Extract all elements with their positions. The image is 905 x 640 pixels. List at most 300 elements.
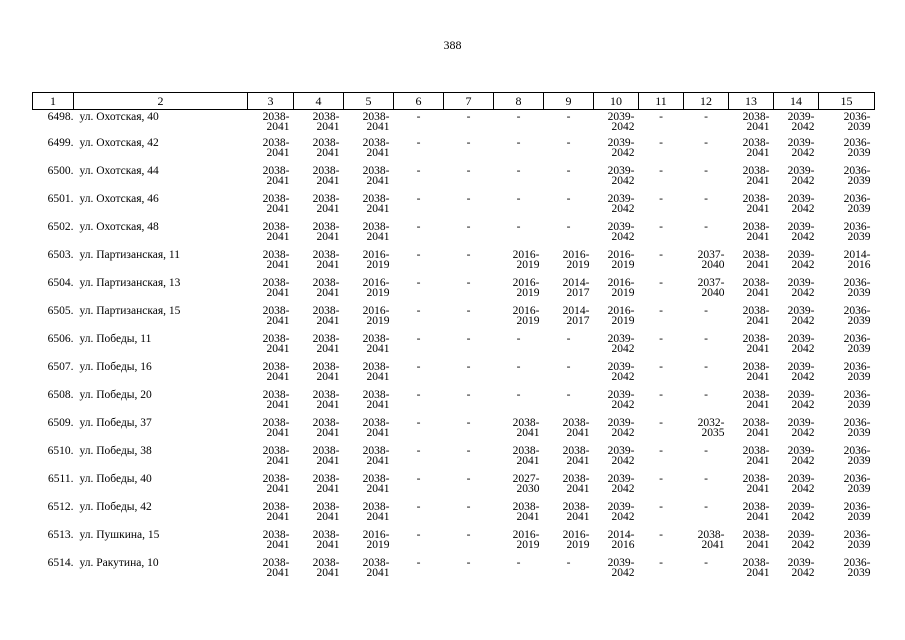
column-header-3: 3 [248, 93, 294, 110]
value-cell [594, 446, 639, 474]
year-range-start: 2038- [742, 249, 770, 261]
year-range-end: 2041 [316, 259, 340, 271]
value-cell: - [704, 445, 708, 457]
value-cell [594, 362, 639, 390]
year-range-end: 2041 [366, 399, 390, 411]
value-cell: - [516, 137, 521, 149]
year-range-start: 2038- [362, 501, 390, 513]
year-range-end: 2019 [516, 259, 540, 271]
value-cell: - [566, 111, 571, 123]
row-number: 6510. [47, 445, 74, 457]
year-range-start: 2038- [742, 111, 770, 123]
year-range-end: 2041 [316, 343, 340, 355]
year-range-start: 2036- [843, 473, 871, 485]
value-cell [594, 334, 639, 362]
row-number: 6508. [47, 389, 74, 401]
year-range-start: 2038- [312, 249, 340, 261]
value-cell: - [466, 305, 471, 317]
year-range-end: 2041 [266, 287, 290, 299]
value-cell: - [659, 389, 663, 401]
year-range-end: 2039 [847, 371, 871, 383]
year-range-start: 2038- [312, 501, 340, 513]
value-cell: - [416, 361, 421, 373]
value-cell [684, 250, 729, 278]
year-range-start: 2036- [843, 137, 871, 149]
value-cell [248, 446, 294, 474]
value-cell: - [416, 333, 421, 345]
value-cell [819, 138, 875, 166]
column-header-10: 10 [594, 93, 639, 110]
column-header-9: 9 [544, 93, 594, 110]
value-cell [544, 250, 594, 278]
year-range-start: 2036- [843, 305, 871, 317]
value-cell [294, 166, 344, 194]
year-range-start: 2038- [262, 361, 290, 373]
year-range-end: 2042 [611, 175, 635, 187]
year-range-start: 2038- [362, 473, 390, 485]
address-cell: ул. Победы, 16 [79, 361, 152, 373]
year-range-end: 2041 [701, 539, 725, 551]
column-header-7: 7 [444, 93, 494, 110]
year-range-start: 2016- [607, 249, 635, 261]
value-cell [294, 530, 344, 558]
year-range-end: 2041 [746, 175, 770, 187]
value-cell [594, 390, 639, 418]
year-range-end: 2019 [366, 259, 390, 271]
year-range-end: 2042 [611, 203, 635, 215]
year-range-end: 2041 [266, 175, 290, 187]
year-range-start: 2039- [607, 501, 635, 513]
value-cell: - [566, 193, 571, 205]
value-cell [344, 474, 394, 502]
year-range-start: 2038- [312, 529, 340, 541]
value-cell [344, 530, 394, 558]
year-range-end: 2019 [516, 539, 540, 551]
year-range-start: 2039- [787, 305, 815, 317]
value-cell [819, 278, 875, 306]
value-cell [819, 446, 875, 474]
value-cell: - [659, 221, 663, 233]
value-cell [294, 362, 344, 390]
row-number: 6499. [47, 137, 74, 149]
value-cell: - [566, 221, 571, 233]
table-body [33, 110, 875, 587]
value-cell [774, 362, 819, 390]
value-cell [494, 418, 544, 446]
year-range-start: 2039- [787, 501, 815, 513]
table-row [33, 334, 875, 362]
value-cell: - [416, 445, 421, 457]
year-range-start: 2038- [562, 501, 590, 513]
value-cell [819, 334, 875, 362]
value-cell: - [659, 445, 663, 457]
value-cell: - [659, 111, 663, 123]
year-range-start: 2036- [843, 277, 871, 289]
value-cell [729, 278, 774, 306]
year-range-start: 2016- [607, 305, 635, 317]
year-range-start: 2027- [512, 473, 540, 485]
value-cell [594, 502, 639, 530]
year-range-start: 2038- [697, 529, 725, 541]
value-cell [494, 502, 544, 530]
address-cell: ул. Охотская, 42 [79, 137, 159, 149]
year-range-end: 2042 [611, 511, 635, 523]
value-cell [729, 558, 774, 586]
value-cell [594, 250, 639, 278]
year-range-end: 2019 [566, 259, 590, 271]
year-range-start: 2038- [262, 389, 290, 401]
year-range-end: 2041 [316, 539, 340, 551]
year-range-start: 2039- [607, 417, 635, 429]
year-range-start: 2039- [787, 557, 815, 569]
value-cell [248, 306, 294, 334]
year-range-end: 2041 [266, 539, 290, 551]
row-number: 6507. [47, 361, 74, 373]
column-header-1: 1 [33, 93, 74, 110]
year-range-end: 2042 [611, 371, 635, 383]
address-cell: ул. Победы, 20 [79, 389, 152, 401]
year-range-end: 2041 [266, 511, 290, 523]
year-range-end: 2039 [847, 539, 871, 551]
value-cell [774, 194, 819, 222]
value-cell [294, 418, 344, 446]
value-cell: - [704, 221, 708, 233]
year-range-start: 2014- [607, 529, 635, 541]
value-cell [774, 390, 819, 418]
table-row [33, 418, 875, 446]
year-range-start: 2039- [607, 193, 635, 205]
value-cell: - [416, 417, 421, 429]
year-range-start: 2038- [362, 361, 390, 373]
year-range-start: 2036- [843, 165, 871, 177]
year-range-end: 2042 [791, 231, 815, 243]
value-cell: - [466, 473, 471, 485]
value-cell: - [659, 305, 663, 317]
value-cell [594, 278, 639, 306]
value-cell [729, 138, 774, 166]
value-cell [774, 138, 819, 166]
value-cell [294, 250, 344, 278]
value-cell: - [416, 529, 421, 541]
year-range-start: 2038- [312, 417, 340, 429]
value-cell [774, 502, 819, 530]
year-range-start: 2039- [607, 361, 635, 373]
year-range-end: 2042 [611, 121, 635, 133]
value-cell [344, 502, 394, 530]
year-range-start: 2038- [362, 557, 390, 569]
year-range-end: 2017 [566, 287, 590, 299]
year-range-start: 2038- [742, 417, 770, 429]
year-range-start: 2036- [843, 501, 871, 513]
year-range-start: 2038- [262, 501, 290, 513]
value-cell: - [466, 111, 471, 123]
year-range-start: 2038- [742, 557, 770, 569]
value-cell: - [704, 389, 708, 401]
value-cell [729, 418, 774, 446]
value-cell: - [659, 557, 663, 569]
value-cell: - [704, 361, 708, 373]
year-range-start: 2014- [562, 305, 590, 317]
year-range-start: 2038- [262, 417, 290, 429]
year-range-end: 2016 [847, 259, 871, 271]
year-range-start: 2036- [843, 417, 871, 429]
column-header-15: 15 [819, 93, 875, 110]
year-range-end: 2041 [516, 455, 540, 467]
value-cell [819, 362, 875, 390]
row-number: 6506. [47, 333, 74, 345]
column-header-6: 6 [394, 93, 444, 110]
value-cell: - [416, 221, 421, 233]
address-cell: ул. Охотская, 46 [79, 193, 159, 205]
column-header-11: 11 [639, 93, 684, 110]
year-range-end: 2041 [366, 121, 390, 133]
year-range-start: 2038- [362, 165, 390, 177]
value-cell [774, 530, 819, 558]
year-range-end: 2041 [266, 315, 290, 327]
column-header-13: 13 [729, 93, 774, 110]
year-range-end: 2041 [516, 511, 540, 523]
year-range-start: 2039- [607, 473, 635, 485]
table-row [33, 138, 875, 166]
value-cell [729, 362, 774, 390]
value-cell: - [466, 529, 471, 541]
year-range-start: 2039- [607, 165, 635, 177]
year-range-end: 2019 [611, 315, 635, 327]
year-range-start: 2014- [562, 277, 590, 289]
year-range-end: 2042 [791, 121, 815, 133]
year-range-start: 2038- [742, 529, 770, 541]
value-cell [594, 194, 639, 222]
year-range-end: 2041 [366, 175, 390, 187]
value-cell: - [566, 333, 571, 345]
year-range-start: 2038- [312, 277, 340, 289]
year-range-end: 2041 [266, 121, 290, 133]
address-cell: ул. Охотская, 44 [79, 165, 159, 177]
year-range-start: 2038- [742, 333, 770, 345]
value-cell [344, 110, 394, 139]
year-range-start: 2038- [312, 111, 340, 123]
year-range-end: 2041 [366, 455, 390, 467]
year-range-end: 2042 [611, 483, 635, 495]
year-range-end: 2041 [746, 511, 770, 523]
value-cell [344, 222, 394, 250]
value-cell [494, 250, 544, 278]
value-cell [729, 194, 774, 222]
year-range-end: 2041 [266, 371, 290, 383]
year-range-end: 2041 [746, 399, 770, 411]
year-range-start: 2036- [843, 111, 871, 123]
year-range-start: 2039- [787, 445, 815, 457]
year-range-start: 2038- [312, 557, 340, 569]
address-cell: ул. Победы, 37 [79, 417, 152, 429]
year-range-end: 2041 [366, 483, 390, 495]
value-cell: - [516, 165, 521, 177]
year-range-start: 2038- [262, 333, 290, 345]
year-range-start: 2016- [362, 529, 390, 541]
value-cell [248, 166, 294, 194]
value-cell [248, 110, 294, 139]
year-range-end: 2041 [316, 511, 340, 523]
row-number: 6513. [47, 529, 74, 541]
value-cell [294, 278, 344, 306]
year-range-end: 2042 [611, 567, 635, 579]
year-range-start: 2016- [362, 305, 390, 317]
year-range-start: 2032- [697, 417, 725, 429]
year-range-end: 2041 [316, 567, 340, 579]
year-range-start: 2038- [312, 473, 340, 485]
table-row [33, 446, 875, 474]
value-cell: - [566, 165, 571, 177]
year-range-end: 2041 [316, 483, 340, 495]
year-range-start: 2014- [843, 249, 871, 261]
year-range-start: 2039- [787, 165, 815, 177]
year-range-end: 2019 [611, 259, 635, 271]
address-cell: ул. Ракутина, 10 [79, 557, 159, 569]
year-range-end: 2041 [316, 455, 340, 467]
year-range-end: 2039 [847, 483, 871, 495]
value-cell: - [659, 137, 663, 149]
year-range-end: 2041 [266, 399, 290, 411]
table-row [33, 530, 875, 558]
year-range-start: 2038- [262, 249, 290, 261]
value-cell [344, 446, 394, 474]
year-range-end: 2019 [366, 287, 390, 299]
year-range-end: 2042 [791, 371, 815, 383]
value-cell [729, 306, 774, 334]
value-cell [544, 530, 594, 558]
year-range-start: 2038- [262, 137, 290, 149]
value-cell: - [659, 165, 663, 177]
value-cell [294, 390, 344, 418]
year-range-end: 2041 [316, 121, 340, 133]
year-range-start: 2016- [362, 277, 390, 289]
year-range-end: 2019 [516, 287, 540, 299]
value-cell [774, 222, 819, 250]
year-range-end: 2042 [791, 147, 815, 159]
year-range-start: 2036- [843, 193, 871, 205]
value-cell: - [704, 165, 708, 177]
row-number: 6501. [47, 193, 74, 205]
column-header-4: 4 [294, 93, 344, 110]
value-cell: - [466, 501, 471, 513]
value-cell [594, 166, 639, 194]
year-range-start: 2038- [562, 445, 590, 457]
value-cell [594, 306, 639, 334]
value-cell [729, 166, 774, 194]
address-cell: ул. Пушкина, 15 [79, 529, 160, 541]
year-range-start: 2039- [607, 111, 635, 123]
value-cell [774, 306, 819, 334]
year-range-end: 2035 [701, 427, 725, 439]
year-range-end: 2017 [566, 315, 590, 327]
row-number: 6511. [48, 473, 74, 485]
year-range-start: 2016- [512, 305, 540, 317]
value-cell [344, 558, 394, 586]
value-cell [819, 474, 875, 502]
value-cell [344, 334, 394, 362]
year-range-start: 2038- [262, 193, 290, 205]
year-range-end: 2042 [791, 203, 815, 215]
column-header-14: 14 [774, 93, 819, 110]
value-cell: - [416, 389, 421, 401]
value-cell [494, 306, 544, 334]
column-header-8: 8 [494, 93, 544, 110]
year-range-start: 2016- [562, 249, 590, 261]
value-cell: - [659, 361, 663, 373]
value-cell [294, 502, 344, 530]
value-cell [729, 250, 774, 278]
year-range-start: 2039- [787, 221, 815, 233]
value-cell [294, 306, 344, 334]
table-row [33, 558, 875, 586]
value-cell [594, 530, 639, 558]
value-cell [819, 558, 875, 586]
year-range-start: 2039- [787, 389, 815, 401]
value-cell [544, 446, 594, 474]
value-cell [544, 306, 594, 334]
row-number: 6502. [47, 221, 74, 233]
value-cell [248, 418, 294, 446]
value-cell [544, 418, 594, 446]
value-cell: - [466, 557, 471, 569]
year-range-end: 2041 [366, 511, 390, 523]
year-range-start: 2038- [562, 473, 590, 485]
year-range-end: 2041 [746, 259, 770, 271]
table-row [33, 194, 875, 222]
value-cell [248, 474, 294, 502]
value-cell: - [516, 193, 521, 205]
address-cell: ул. Победы, 38 [79, 445, 152, 457]
year-range-end: 2041 [266, 455, 290, 467]
value-cell [248, 250, 294, 278]
year-range-end: 2041 [316, 203, 340, 215]
table-row [33, 306, 875, 334]
year-range-start: 2038- [362, 111, 390, 123]
year-range-end: 2039 [847, 315, 871, 327]
year-range-start: 2016- [562, 529, 590, 541]
year-range-end: 2042 [611, 455, 635, 467]
year-range-end: 2016 [611, 539, 635, 551]
value-cell: - [466, 165, 471, 177]
value-cell [344, 306, 394, 334]
table-row [33, 250, 875, 278]
year-range-start: 2038- [742, 473, 770, 485]
page-number: 388 [443, 38, 462, 52]
value-cell [344, 418, 394, 446]
year-range-start: 2039- [787, 529, 815, 541]
year-range-end: 2039 [847, 427, 871, 439]
value-cell: - [659, 473, 663, 485]
value-cell [774, 334, 819, 362]
value-cell [248, 278, 294, 306]
year-range-end: 2039 [847, 203, 871, 215]
year-range-start: 2016- [512, 529, 540, 541]
year-range-end: 2041 [746, 231, 770, 243]
table-row [33, 278, 875, 306]
value-cell [819, 390, 875, 418]
year-range-start: 2039- [787, 249, 815, 261]
year-range-end: 2019 [366, 539, 390, 551]
year-range-end: 2041 [746, 371, 770, 383]
value-cell: - [416, 473, 421, 485]
value-cell [774, 474, 819, 502]
row-number: 6509. [47, 417, 74, 429]
year-range-start: 2038- [742, 193, 770, 205]
value-cell [294, 334, 344, 362]
year-range-start: 2038- [312, 137, 340, 149]
value-cell [774, 250, 819, 278]
year-range-start: 2039- [607, 137, 635, 149]
